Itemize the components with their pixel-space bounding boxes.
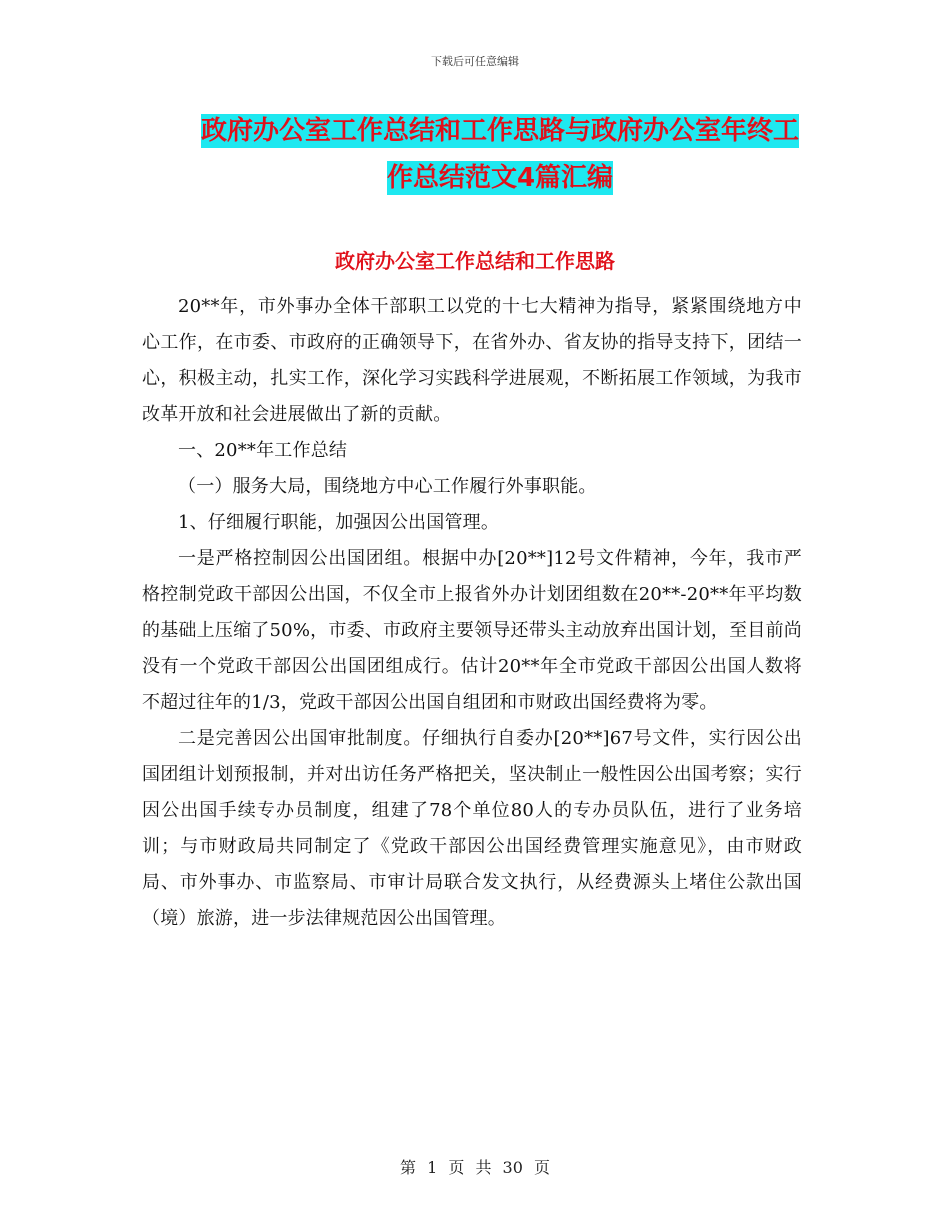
heading-section-1: 一、20**年工作总结 bbox=[178, 440, 348, 461]
heading-subsection-1: （一）服务大局，围绕地方中心工作履行外事职能。 bbox=[178, 476, 597, 497]
page-number-footer: 第 1 页 共 30 页 bbox=[400, 1158, 550, 1177]
main-title-line-1: 政府办公室工作总结和工作思路与政府办公室年终工 bbox=[200, 116, 799, 146]
main-title-line-2: 作总结范文4篇汇编 bbox=[386, 163, 614, 193]
document-body bbox=[142, 289, 802, 937]
paragraph-point-1: 一是严格控制因公出国团组。根据中办[20**]12号文件精神，今年，我市严格控制党政干部因公出国，不仅全市上报省外办计划团组数在20**-20**年平均数的基础上压缩了50%，市委、市政府主要领导还带头主动放弃出国计划，至目前尚没有一个党政干部因公出国团组成行。估计20**年全市党政干部因公出国人数将不超过往年的1/3，党政干部因公出国自组团和市财政出国经费将为零。 bbox=[142, 548, 802, 713]
paragraph-point-2: 二是完善因公出国审批制度。仔细执行自委办[20**]67号文件，实行因公出国团组计划预报制，并对出访任务严格把关，坚决制止一般性因公出国考察；实行因公出国手续专办员制度，组建了78个单位80人的专办员队伍，进行了业务培训；与市财政局共同制定了《党政干部因公出国经费管理实施意见》，由市财政局、市外事办、市监察局、市审计局联合发文执行，从经费源头上堵住公款出国（境）旅游，进一步法律规范因公出国管理。 bbox=[142, 728, 802, 929]
page-header-note: 下载后可任意编辑 bbox=[431, 55, 519, 68]
paragraph-intro: 20**年，市外事办全体干部职工以党的十七大精神为指导，紧紧围绕地方中心工作，在市委、市政府的正确领导下，在省外办、省友协的指导支持下，团结一心，积极主动，扎实工作，深化学习实践科学进展观，不断拓展工作领域，为我市改革开放和社会进展做出了新的贡献。 bbox=[142, 296, 802, 425]
document-main-title bbox=[190, 108, 810, 202]
heading-item-1: 1、仔细履行职能，加强因公出国管理。 bbox=[178, 512, 500, 533]
section-subtitle: 政府办公室工作总结和工作思路 bbox=[335, 249, 615, 273]
